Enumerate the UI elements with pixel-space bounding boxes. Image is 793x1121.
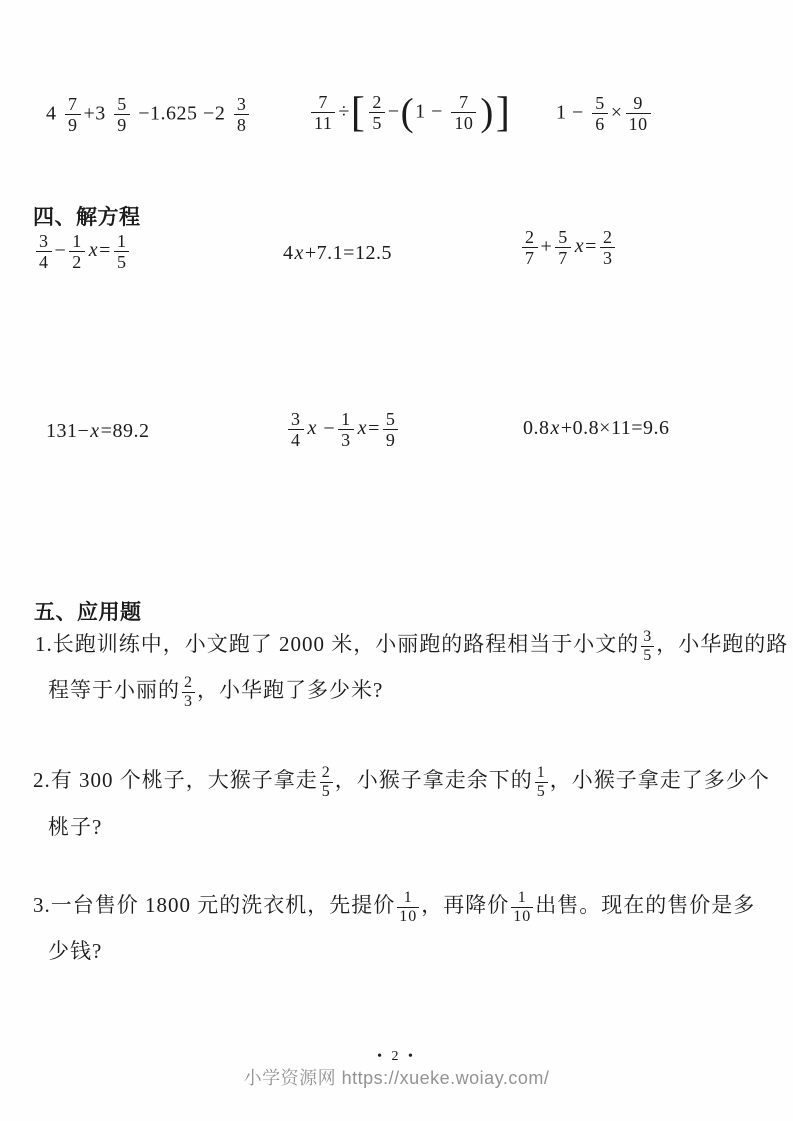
fraction-numerator: 7 — [459, 92, 469, 112]
math-text: − — [54, 239, 67, 262]
math-text: 1 − — [415, 100, 449, 123]
fraction-denominator: 10 — [399, 907, 418, 925]
fraction — [397, 889, 419, 925]
math-text: +3 — [83, 102, 112, 125]
calc-expression-1 — [46, 94, 252, 135]
fraction-denominator: 9 — [383, 429, 399, 450]
fraction-denominator: 9 — [114, 114, 130, 135]
fraction — [592, 93, 608, 134]
math-text: ，小华跑的路 — [656, 632, 789, 656]
math-text: 少钱? — [48, 939, 103, 963]
site-footer: 小学资源网 https://xueke.woiay.com/ — [243, 1068, 550, 1088]
fraction — [383, 409, 399, 450]
math-text: −1.625 −2 — [132, 102, 231, 125]
parenthesis: ) — [480, 90, 494, 134]
math-text: +7.1=12.5 — [304, 242, 392, 264]
math-text: + — [540, 235, 553, 258]
math-variable: x — [574, 235, 585, 258]
fraction — [522, 227, 538, 268]
fraction-denominator: 8 — [234, 114, 250, 135]
fraction-numerator: 3 — [643, 628, 653, 646]
fraction-denominator: 7 — [522, 247, 538, 268]
section5-heading: 五、应用题 — [34, 601, 142, 624]
section4-heading: 四、解方程 — [33, 206, 141, 229]
fraction — [69, 231, 85, 272]
fraction-numerator: 1 — [116, 231, 127, 251]
fraction — [36, 231, 52, 272]
math-variable: x — [294, 242, 304, 264]
fraction-numerator: 9 — [633, 93, 643, 113]
fraction-denominator: 3 — [338, 429, 354, 450]
fraction — [555, 227, 571, 268]
fraction-denominator: 3 — [184, 692, 193, 710]
fraction-numerator: 1 — [403, 889, 413, 907]
math-text: 131− — [46, 420, 90, 442]
math-text: 1.长跑训练中，小文跑了 2000 米，小丽跑的路程相当于小文的 — [35, 632, 640, 656]
fraction-numerator: 5 — [117, 94, 127, 114]
math-text: 1 − — [556, 101, 590, 124]
fraction-denominator: 11 — [311, 112, 335, 133]
fraction-denominator: 5 — [536, 782, 546, 800]
page-number: • 2 • — [377, 1049, 416, 1064]
fraction-denominator: 2 — [69, 251, 85, 272]
math-text: ÷ — [338, 100, 350, 123]
math-text: 0.8 — [523, 417, 550, 439]
fraction-denominator: 6 — [592, 113, 608, 134]
fraction-numerator: 1 — [536, 764, 546, 782]
fraction — [600, 227, 616, 268]
fraction — [114, 231, 130, 272]
fraction-numerator: 3 — [236, 94, 247, 114]
square-bracket: [ — [350, 89, 366, 136]
fraction-numerator: 5 — [558, 227, 568, 247]
math-variable: x — [550, 417, 560, 439]
problem-3-line-1 — [33, 889, 755, 925]
fraction-denominator: 5 — [643, 646, 653, 664]
math-variable: x — [88, 239, 99, 262]
math-text: 2.有 300 个桃子，大猴子拿走 — [33, 768, 318, 792]
equation-3 — [519, 227, 618, 268]
math-text: +0.8×11=9.6 — [560, 417, 670, 439]
math-variable: x — [307, 417, 317, 440]
math-text: 程等于小丽的 — [48, 678, 180, 702]
fraction-numerator: 5 — [385, 409, 396, 429]
fraction-numerator: 7 — [318, 92, 328, 112]
fraction — [511, 889, 533, 925]
fraction-denominator: 4 — [288, 429, 304, 450]
math-text: 3.一台售价 1800 元的洗衣机，先提价 — [33, 893, 396, 917]
fraction-denominator: 9 — [65, 114, 81, 135]
fraction-denominator: 10 — [626, 113, 651, 134]
equation-1 — [33, 231, 132, 272]
fraction — [369, 92, 385, 133]
fraction — [311, 92, 335, 133]
fraction-numerator: 2 — [525, 227, 535, 247]
fraction-numerator: 1 — [72, 231, 82, 251]
fraction — [641, 628, 654, 664]
fraction-numerator: 1 — [517, 889, 527, 907]
problem-2-line-2 — [48, 811, 102, 841]
square-bracket: ] — [495, 89, 511, 136]
fraction-numerator: 1 — [341, 409, 351, 429]
math-text: ，再降价 — [421, 893, 510, 917]
fraction-denominator: 5 — [369, 112, 385, 133]
fraction-numerator: 3 — [39, 231, 49, 251]
fraction-denominator: 10 — [513, 907, 532, 925]
equation-5 — [285, 409, 401, 450]
fraction-numerator: 5 — [595, 93, 605, 113]
problem-3-line-2 — [48, 935, 102, 965]
math-text: ，小华跑了多少米? — [197, 678, 384, 702]
math-text: 出售。现在的售价是多 — [535, 893, 756, 917]
math-text: = — [99, 239, 111, 262]
fraction-denominator: 7 — [555, 247, 571, 268]
fraction — [451, 92, 476, 133]
fraction — [288, 409, 304, 450]
fraction-numerator: 2 — [321, 764, 331, 782]
math-text: − — [317, 417, 336, 440]
math-text: = — [368, 417, 380, 440]
problem-1-line-1 — [35, 628, 788, 664]
fraction — [338, 409, 354, 450]
math-text: 4 — [46, 102, 62, 125]
math-text: ，小猴子拿走了多少个 — [549, 768, 770, 792]
calc-expression-3 — [556, 93, 654, 134]
fraction-numerator: 2 — [602, 227, 613, 247]
fraction — [320, 764, 333, 800]
fraction — [65, 94, 81, 135]
math-text: 桃子? — [48, 815, 103, 839]
calc-expression-2 — [308, 89, 511, 136]
equation-2 — [283, 242, 392, 265]
math-variable: x — [90, 420, 100, 442]
fraction — [234, 94, 250, 135]
math-variable: x — [357, 417, 368, 440]
math-text: ，小猴子拿走余下的 — [334, 768, 533, 792]
fraction-denominator: 10 — [451, 112, 476, 133]
problem-2-line-1 — [33, 764, 770, 800]
equation-6 — [523, 417, 670, 440]
fraction — [114, 94, 130, 135]
math-text: − — [387, 100, 400, 123]
fraction-numerator: 3 — [291, 409, 301, 429]
fraction — [626, 93, 651, 134]
parenthesis: ( — [400, 90, 415, 134]
math-text: =89.2 — [100, 420, 150, 442]
fraction-denominator: 5 — [321, 782, 331, 800]
fraction-denominator: 5 — [114, 251, 130, 272]
fraction-numerator: 2 — [372, 92, 382, 112]
fraction-denominator: 4 — [36, 251, 52, 272]
fraction-numerator: 7 — [68, 94, 78, 114]
equation-4 — [46, 420, 149, 443]
math-text: × — [610, 101, 623, 124]
fraction — [182, 674, 195, 710]
fraction — [535, 764, 548, 800]
math-text: 4 — [283, 242, 294, 264]
fraction-numerator: 2 — [184, 674, 193, 692]
fraction-denominator: 3 — [600, 247, 616, 268]
math-text: = — [585, 235, 597, 258]
problem-1-line-2 — [48, 674, 383, 710]
